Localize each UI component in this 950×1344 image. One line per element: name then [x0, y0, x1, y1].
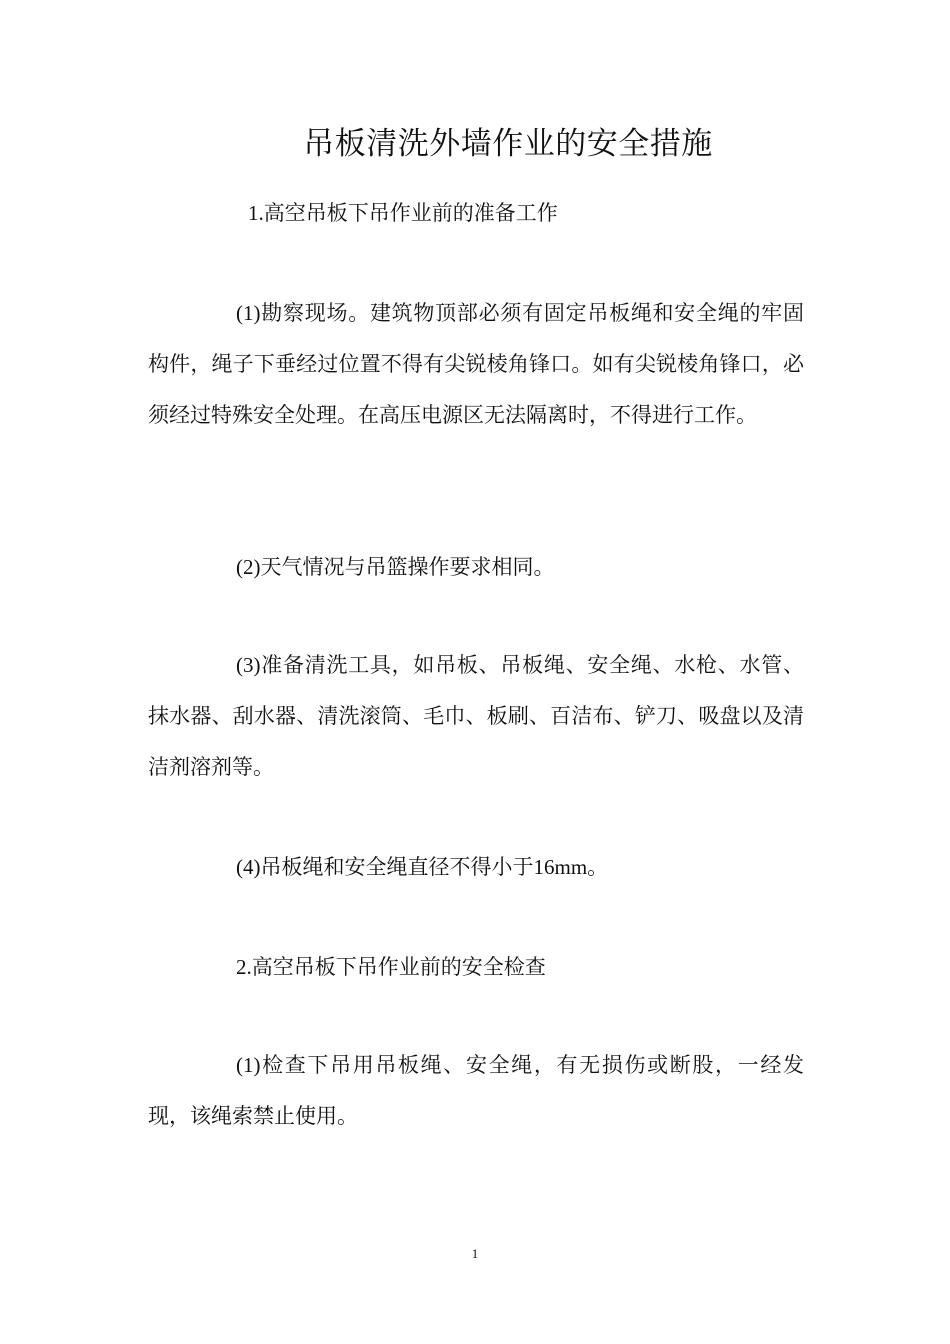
paragraph-1-4 — [148, 842, 804, 893]
section-heading-2 — [148, 942, 804, 993]
item-number: (3) — [236, 653, 261, 677]
item-number: (4) — [236, 855, 261, 879]
paragraph-text: 勘察现场。建筑物顶部必须有固定吊板绳和安全绳的牢固构件，绳子下垂经过位置不得有尖锐棱角锋口。如有尖锐棱角锋口，必须经过特殊安全处理。在高压电源区无法隔离时，不得进行工作。 — [148, 301, 804, 427]
document-title: 吊板清洗外墙作业的安全措施 — [303, 126, 713, 162]
page-number: 1 — [471, 1246, 479, 1261]
section-heading-text: 高空吊板下吊作业前的安全检查 — [251, 955, 546, 979]
measurement-value: 16mm — [533, 855, 588, 879]
item-number: (2) — [236, 555, 261, 579]
paragraph-text: 准备清洗工具，如吊板、吊板绳、安全绳、水枪、水管、抹水器、刮水器、清洗滚筒、毛巾、板刷、百洁布、铲刀、吸盘以及清洁剂溶剂等。 — [148, 653, 804, 779]
paragraph-1-2 — [148, 542, 804, 593]
paragraph-2-1 — [148, 1040, 804, 1142]
paragraph-text: 检查下吊用吊板绳、安全绳，有无损伤或断股，一经发现，该绳索禁止使用。 — [148, 1053, 804, 1128]
paragraph-1-3 — [148, 640, 804, 793]
section-heading-text: 高空吊板下吊作业前的准备工作 — [263, 201, 558, 225]
section-heading-1 — [148, 188, 804, 239]
section-number: 2. — [236, 955, 252, 979]
paragraph-text: 天气情况与吊篮操作要求相同。 — [260, 555, 555, 579]
paragraph-text: 吊板绳和安全绳直径不得小于 — [260, 855, 534, 879]
sentence-end: 。 — [587, 855, 609, 879]
item-number: (1) — [236, 301, 261, 325]
item-number: (1) — [236, 1053, 261, 1077]
section-number: 1. — [248, 201, 264, 225]
paragraph-1-1 — [148, 288, 804, 441]
